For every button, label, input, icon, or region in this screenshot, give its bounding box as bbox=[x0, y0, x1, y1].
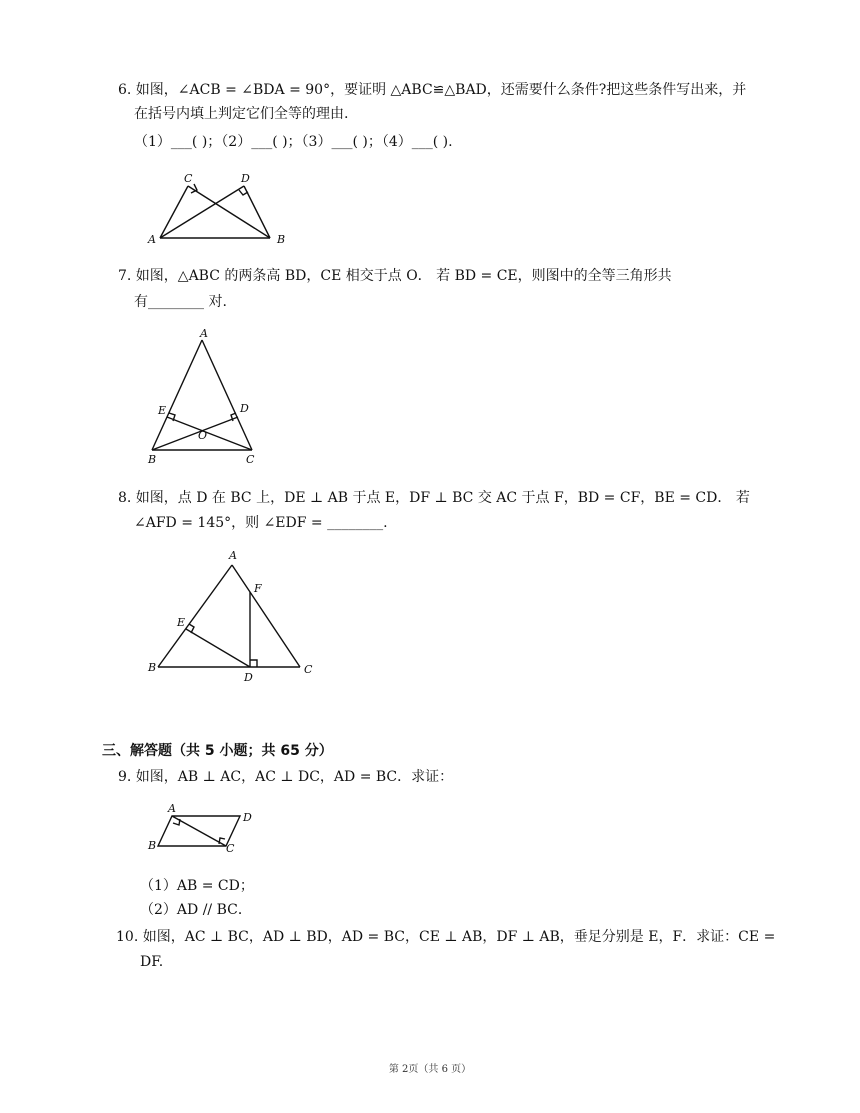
q6-figure bbox=[140, 168, 300, 253]
q6-segment-AD bbox=[160, 186, 244, 238]
q9-figure bbox=[140, 800, 270, 860]
q8-text-line2: ∠AFD = 145°，则 ∠EDF = ________. bbox=[134, 515, 388, 531]
q9-part2: （2）AD // BC． bbox=[140, 902, 252, 918]
q7-figure bbox=[140, 325, 280, 465]
q6-blanks: （1）___( )；（2）___( )；（3）___( )；（4）___( ). bbox=[134, 134, 453, 150]
q6-text-line1: 6. 如图，∠ACB = ∠BDA = 90°，要证明 △ABC≌△BAD，还需要什么条件?把这些条件写出来，并 bbox=[118, 82, 747, 98]
q8-right-angle-D bbox=[250, 660, 257, 667]
q8-label-A: A bbox=[229, 549, 237, 562]
q8-label-E: E bbox=[177, 616, 186, 629]
q8-segment-AC bbox=[232, 565, 300, 667]
section-3-heading: 三、解答题（共 5 小题；共 65 分） bbox=[102, 743, 333, 759]
q7-label-E: E bbox=[158, 404, 167, 417]
q7-text-line2: 有________ 对. bbox=[134, 294, 227, 310]
q6-segment-AC bbox=[160, 186, 188, 238]
page-footer: 第 2页（共 6 页） bbox=[388, 1064, 472, 1075]
q9-part1: （1）AB = CD； bbox=[140, 878, 254, 894]
q6-text-line2: 在括号内填上判定它们全等的理由. bbox=[134, 106, 349, 122]
q9-label-C: C bbox=[226, 842, 235, 855]
q8-label-D: D bbox=[244, 671, 253, 684]
q8-figure bbox=[140, 545, 330, 690]
q8-segment-DE bbox=[186, 629, 250, 667]
q7-label-C: C bbox=[246, 453, 255, 466]
q8-label-B: B bbox=[148, 661, 157, 674]
q8-segment-AB bbox=[158, 565, 232, 667]
q7-text-line1: 7. 如图，△ABC 的两条高 BD，CE 相交于点 O． 若 BD = CE，则图中的全等三角形共 bbox=[118, 268, 672, 284]
q8-label-F: F bbox=[254, 582, 262, 595]
q7-label-D: D bbox=[240, 402, 249, 415]
q9-text-line1: 9. 如图，AB ⊥ AC，AC ⊥ DC，AD = BC．求证： bbox=[118, 769, 454, 785]
q9-label-D: D bbox=[243, 811, 252, 824]
q7-right-angle-E bbox=[169, 413, 175, 421]
q9-label-A: A bbox=[168, 802, 176, 815]
q6-label-C: C bbox=[184, 172, 193, 185]
q7-label-B: B bbox=[148, 453, 157, 466]
q10-text-line2: DF. bbox=[140, 954, 164, 970]
q7-label-A: A bbox=[200, 327, 208, 340]
q9-label-B: B bbox=[148, 839, 157, 852]
q6-label-A: A bbox=[148, 233, 156, 246]
q6-label-B: B bbox=[277, 233, 286, 246]
q8-text-line1: 8. 如图，点 D 在 BC 上，DE ⊥ AB 于点 E，DF ⊥ BC 交 AC 于点 F，BD = CF，BE = CD． 若 bbox=[118, 490, 750, 506]
q6-label-D: D bbox=[241, 172, 250, 185]
q8-label-C: C bbox=[304, 663, 313, 676]
q7-label-O: O bbox=[198, 429, 208, 442]
q10-text-line1: 10. 如图，AC ⊥ BC，AD ⊥ BD，AD = BC，CE ⊥ AB，DF ⊥ AB，垂足分别是 E，F．求证：CE = bbox=[116, 929, 776, 945]
